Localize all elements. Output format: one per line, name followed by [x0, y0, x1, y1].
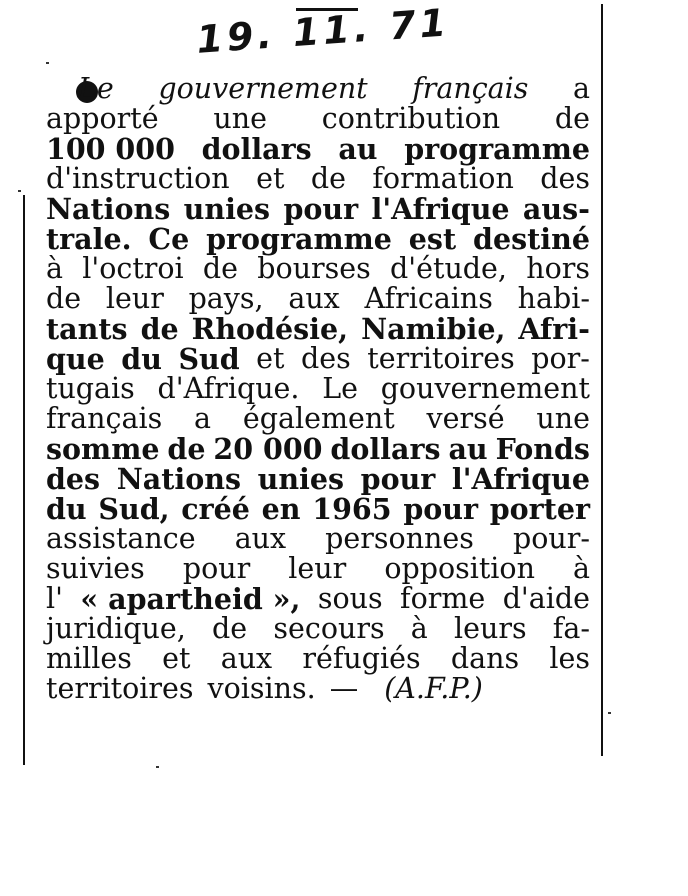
article-word: Afri- [518, 312, 590, 346]
article-word: leurs [453, 612, 527, 645]
article-word: por- [531, 342, 590, 375]
article-word: Namibie, [361, 312, 506, 346]
scan-speck [18, 190, 21, 192]
left-border-line [23, 195, 25, 765]
article-word: à [410, 612, 428, 645]
article-word: d'étude, [390, 252, 507, 285]
article-word: « apartheid », [80, 582, 301, 616]
article-line [46, 284, 590, 314]
article-word: créé [181, 492, 250, 526]
article-word: pays, [188, 282, 264, 315]
article-word: pour [182, 552, 251, 585]
article-line [46, 224, 590, 254]
article-word: fa- [552, 612, 590, 645]
article-word: et [256, 342, 285, 375]
article-word: porter [489, 492, 590, 526]
article-line [46, 74, 590, 104]
article-word: au [448, 432, 488, 466]
article-word: secours [273, 612, 385, 645]
article-word: programme [206, 222, 392, 256]
article-word: a [194, 402, 212, 435]
article-word: assistance [46, 522, 196, 555]
article-word: est [408, 222, 457, 256]
article-word: des [46, 462, 101, 496]
article-word: Fonds [495, 432, 590, 466]
article-word: l'Afrique [371, 192, 510, 226]
article-word: en [261, 492, 301, 526]
article-word: unies [183, 192, 271, 226]
article-word: des [540, 162, 590, 195]
scan-speck [608, 712, 611, 714]
article-word: pour [283, 192, 359, 226]
article-line [46, 674, 590, 704]
article-word: Le [322, 372, 358, 405]
em-dash: — [329, 672, 359, 705]
article-word: Ce [148, 222, 190, 256]
article-line [46, 614, 590, 644]
article-word: l'octroi [82, 252, 184, 285]
article-word: aux [220, 642, 273, 675]
article-line [46, 344, 590, 374]
article-word: pour [403, 492, 478, 526]
article-word: une [536, 402, 590, 435]
article-word: milles [46, 642, 132, 675]
article-word: tants [46, 312, 128, 346]
article-word: d'instruction [46, 162, 230, 195]
article-word: juridique, [46, 612, 186, 645]
article-word: programme [404, 132, 590, 166]
article-word: unies [257, 462, 345, 496]
article-word: leur [288, 552, 347, 585]
article-line [46, 254, 590, 284]
article-word: Sud [178, 342, 240, 376]
article-word: l' [46, 582, 63, 615]
article-word: contribution [321, 102, 501, 135]
article-word: d'Afrique. [157, 372, 300, 405]
article-line [46, 644, 590, 674]
article-word: somme [46, 432, 160, 466]
article-word: Le [78, 72, 114, 105]
article-word: a [572, 72, 590, 105]
article-word: dollars [330, 432, 441, 466]
article-word: de [46, 282, 82, 315]
article-word: gouvernement [158, 72, 368, 105]
right-border-line [601, 4, 603, 756]
article-word: bourses [257, 252, 371, 285]
article-line [46, 584, 590, 614]
article-word: à [573, 552, 590, 585]
article-word: Nations [116, 462, 241, 496]
article-word: à [46, 252, 63, 285]
article-word: forme [400, 582, 486, 615]
article-word: pour [360, 462, 436, 496]
article-line [46, 104, 590, 134]
article-word: apporté [46, 102, 159, 135]
article-word: l'Afrique [451, 462, 590, 496]
source-attribution: (A.F.P.) [384, 672, 483, 705]
article-word: d'aide [502, 582, 590, 615]
scan-speck [46, 62, 49, 64]
article-word: destiné [473, 222, 590, 256]
article-word: voisins. [207, 672, 316, 705]
article-word: tugais [46, 372, 135, 405]
article-word: aus- [522, 192, 590, 226]
article-word: et [162, 642, 191, 675]
article-word: formation [372, 162, 514, 195]
article-body [46, 74, 590, 704]
article-word: leur [105, 282, 164, 315]
article-word: territoires [46, 672, 194, 705]
article-word: les [549, 642, 590, 675]
article-word: Africains [364, 282, 493, 315]
article-word: des [301, 342, 351, 375]
handwritten-date: 19. 11. 71 [195, 0, 452, 62]
article-word: sous [317, 582, 383, 615]
article-word: gouvernement [380, 372, 590, 405]
article-word: une [213, 102, 267, 135]
article-word: de [310, 162, 346, 195]
article-word: également [242, 402, 395, 435]
article-word: 20 000 [213, 432, 323, 466]
article-word: territoires [367, 342, 515, 375]
article-word: pour- [512, 522, 590, 555]
article-word: Rhodésie, [191, 312, 349, 346]
article-word: réfugiés [302, 642, 421, 675]
article-line [46, 374, 590, 404]
article-word: de [140, 312, 179, 346]
article-word: aux [288, 282, 340, 315]
article-word: opposition [384, 552, 535, 585]
article-line [46, 494, 590, 524]
article-word: au [338, 132, 378, 166]
article-line [46, 134, 590, 164]
article-line [46, 464, 590, 494]
article-word: versé [426, 402, 505, 435]
article-word: dans [450, 642, 520, 675]
article-line [46, 314, 590, 344]
article-word: du [46, 492, 87, 526]
article-word: personnes [325, 522, 474, 555]
article-word: trale. [46, 222, 132, 256]
article-line [46, 554, 590, 584]
article-line [46, 404, 590, 434]
article-word: de [554, 102, 590, 135]
article-word: que [46, 342, 105, 376]
article-word: de [202, 252, 239, 285]
article-line [46, 524, 590, 554]
article-word: Nations [46, 192, 171, 226]
scan-speck [156, 766, 159, 768]
article-word: habi- [517, 282, 590, 315]
article-word: dollars [201, 132, 312, 166]
article-word: suivies [46, 552, 145, 585]
article-word: du [121, 342, 162, 376]
article-word: hors [526, 252, 590, 285]
article-word: français [412, 72, 529, 105]
article-word: français [46, 402, 163, 435]
article-word: aux [234, 522, 287, 555]
article-word: de [212, 612, 248, 645]
article-word: de [167, 432, 206, 466]
article-word: 100 000 [46, 132, 175, 166]
article-word: Sud, [98, 492, 170, 526]
article-line [46, 194, 590, 224]
article-line [46, 164, 590, 194]
article-word: 1965 [312, 492, 392, 526]
article-line [46, 434, 590, 464]
article-word: et [256, 162, 285, 195]
